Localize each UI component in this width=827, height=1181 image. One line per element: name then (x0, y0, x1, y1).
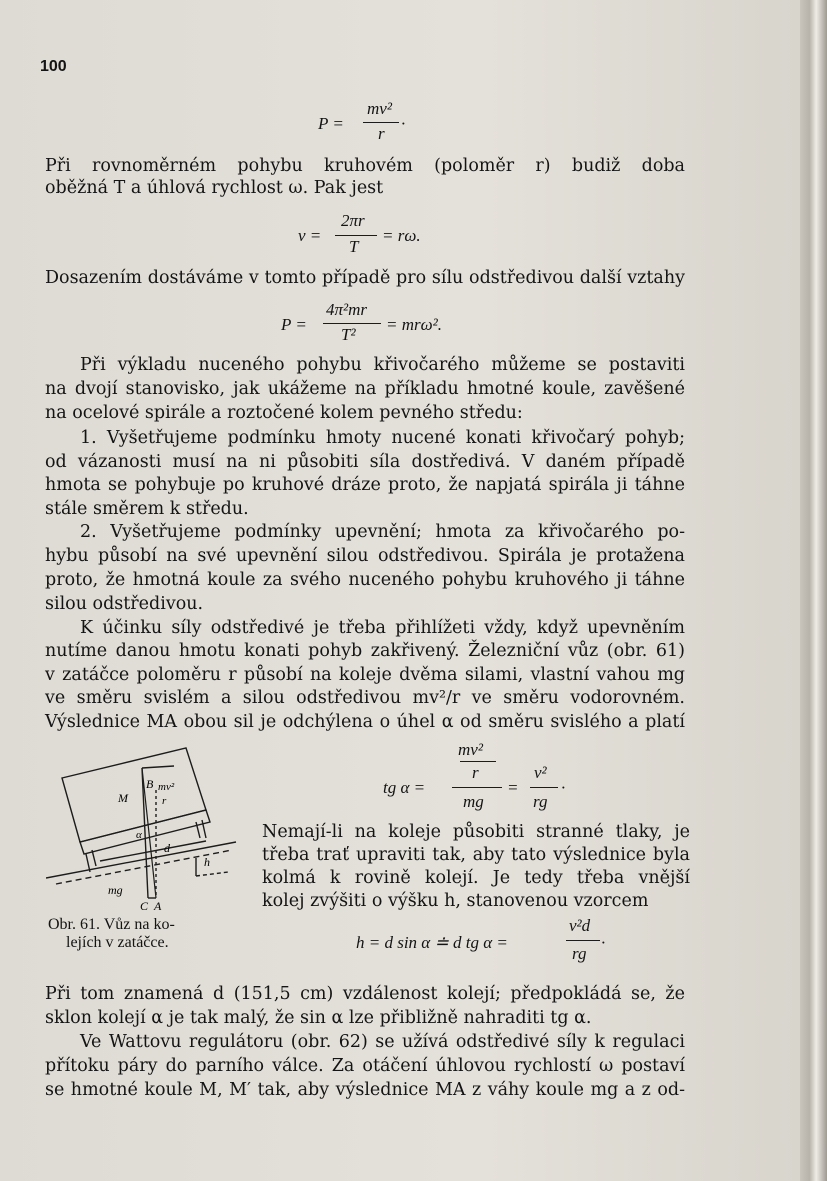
label-M: M (118, 791, 128, 805)
text-line-20: Nemají-li na koleje působiti stranné tlaky, je (262, 822, 690, 842)
text-line-19: Výslednice MA obou sil je odchýlena o úhel α od směru svislého a platí (45, 712, 685, 732)
eq4-numerator-2: v² (534, 763, 547, 782)
text-line-18: ve směru svislém a silou odstředivou mv²/r ve směru vodorovném. (45, 688, 685, 708)
eq5-fraction-bar (566, 940, 600, 941)
label-B: B (146, 777, 154, 791)
text-line-6: na ocelové spirále a roztočené kolem pevného středu: (45, 403, 523, 423)
text-line-22: kolmá k rovině kolejí. Je tedy třeba vnější (262, 868, 690, 888)
text-line-15: K účinku síly odstředivé je třeba přihlížeti vždy, když upevněním (80, 618, 685, 638)
figure-caption-line-1: Obr. 61. Vůz na ko- (48, 916, 175, 933)
text-line-28: se hmotné koule M, M′ tak, aby výslednice MA z váhy koule mg a z od- (45, 1080, 685, 1100)
text-line-5: na dvojí stanovisko, jak ukážeme na příkladu hmotné koule, zavěšené (45, 379, 685, 399)
wagon-on-rails-diagram (46, 738, 256, 918)
eq4-end: · (561, 778, 566, 797)
page-edge-shadow (800, 0, 827, 1181)
text-line-2: oběžná T a úhlová rychlost ω. Pak jest (45, 178, 384, 198)
text-line-25: sklon kolejí α je tak malý, že sin α lze přibližně nahraditi tg α. (45, 1008, 592, 1028)
eq1-numerator: mv² (367, 99, 392, 118)
eq5-end: · (601, 933, 606, 952)
text-line-17: v zatáčce poloměru r působí na koleje dvěma silami, vlastní vahou mg (45, 665, 685, 685)
text-line-11: 2. Vyšetřujeme podmínky upevnění; hmota za křivočarého po- (80, 522, 685, 542)
figure-caption-line-2: lejích v zatáčce. (66, 934, 169, 951)
label-h: h (204, 855, 210, 869)
eq2-numerator: 2πr (341, 211, 365, 230)
eq1-denominator: r (378, 124, 385, 143)
eq2-fraction-bar (335, 235, 377, 236)
eq5-numerator: v²d (569, 916, 591, 935)
eq4-left: tg α = (383, 778, 426, 797)
label-mv2: mv² (158, 781, 175, 793)
eq5-left: h = d sin α ≐ d tg α = (356, 933, 508, 952)
text-line-8: od vázanosti musí na ni působiti síla dostředivá. V daném případě (45, 452, 685, 472)
eq1-left: P = (318, 114, 344, 133)
text-line-12: hybu působí na své upevnění silou odstředivou. Spirála je protažena (45, 546, 685, 566)
eq3-left: P = (281, 315, 307, 334)
eq2-denominator: T (349, 237, 359, 256)
eq5-denominator: rg (572, 944, 587, 963)
text-line-16: nutíme danou hmotu konati pohyb zakřivený. Železniční vůz (obr. 61) (45, 641, 685, 661)
label-A: A (154, 899, 162, 913)
eq1-end: · (401, 114, 406, 133)
text-line-24: Při tom znamená d (151,5 cm) vzdálenost kolejí; předpokládá se, že (45, 984, 685, 1004)
label-mg: mg (108, 883, 123, 897)
eq3-fraction-bar (323, 323, 381, 324)
eq4-fraction-bar-2 (530, 787, 558, 788)
page-number: 100 (40, 58, 67, 75)
eq4-fraction-bar (452, 787, 502, 788)
eq4-num-bottom: r (472, 763, 479, 782)
text-line-4: Při výkladu nuceného pohybu křivočarého můžeme se postaviti (80, 355, 685, 375)
eq3-denominator: T² (341, 325, 356, 344)
eq4-num-top: mv² (458, 740, 483, 759)
eq4-inner-bar (460, 761, 496, 762)
label-d: d (164, 841, 170, 855)
text-line-10: stále směrem k středu. (45, 499, 249, 519)
text-line-27: přítoku páry do parního válce. Za otáčení úhlovou rychlostí ω postaví (45, 1056, 685, 1076)
eq3-numerator: 4π²mr (326, 300, 368, 319)
text-line-7: 1. Vyšetřujeme podmínku hmoty nucené konati křivočarý pohyb; (80, 428, 685, 448)
eq4-mid: = (507, 778, 519, 797)
text-line-23: kolej zvýšiti o výšku h, stanovenou vzorcem (262, 891, 649, 911)
text-line-21: třeba trať upraviti tak, aby tato výslednice byla (262, 845, 690, 865)
text-line-14: silou odstředivou. (45, 594, 204, 614)
eq2-left: v = (298, 226, 322, 245)
eq1-fraction-bar (363, 122, 399, 123)
eq4-denominator: mg (463, 792, 484, 811)
text-line-3: Dosazením dostáváme v tomto případě pro sílu odstředivou další vztahy (45, 268, 685, 288)
text-line-9: hmota se pohybuje po kruhové dráze proto, že napjatá spirála ji táhne (45, 475, 685, 495)
eq3-right: = mrω². (386, 315, 442, 334)
text-line-26: Ve Wattovu regulátoru (obr. 62) se užívá odstředivé síly k regulaci (80, 1032, 685, 1052)
eq2-right: = rω. (382, 226, 421, 245)
eq4-denominator-2: rg (533, 792, 548, 811)
label-C: C (140, 899, 149, 913)
text-line-13: proto, že hmotná koule za svého nuceného pohybu kruhového ji táhne (45, 570, 685, 590)
label-alpha: α (136, 829, 142, 841)
text-line-1: Při rovnoměrném pohybu kruhovém (poloměr r) budiž doba (45, 156, 685, 176)
label-r: r (162, 795, 167, 807)
